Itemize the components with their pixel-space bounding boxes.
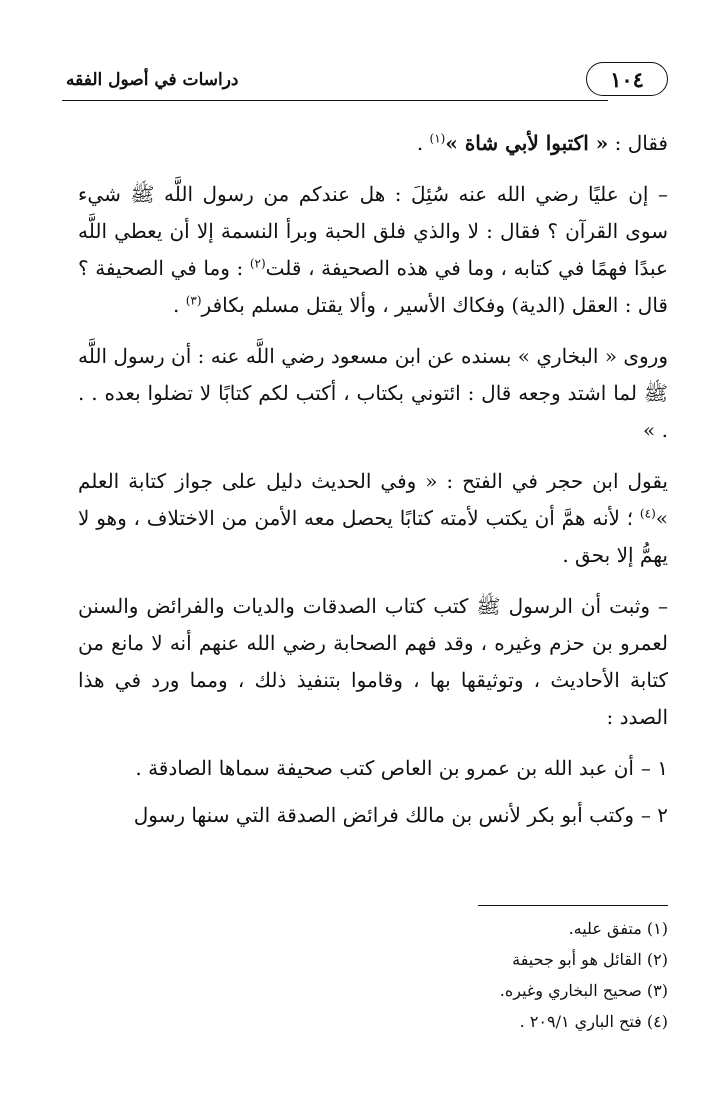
header-rule [62,100,608,101]
p2-text-b: : وما في الصحيفة ؟ قال : العقل (الدية) وفكاك الأسير ، وألا يقتل مسلم بكافر [78,256,668,317]
footnote-ref-3[interactable]: (٣) [185,293,202,308]
footnotes [248,913,668,1037]
footnote-1: (١) متفق عليه. [568,919,668,938]
running-title: دراسات في أصول الفقه [66,70,239,90]
paragraph-3 [78,338,668,449]
footnote-4: (٤) فتح الباري ٢٠٩/١ . [519,1012,668,1031]
footnote-3: (٣) صحيح البخاري وغيره. [499,981,668,1000]
p2-text-a: – إن عليًا رضي الله عنه سُئِلَ : هل عندكم من رسول اللَّه ﷺ شيء سوى القرآن ؟ فقال : لا والذي فلق الحبة وبرأ النسمة إلا أن يعطي اللَّه عبدًا فهمًا في كتابه ، وما في هذه الصحيفة ، قلت [78,182,668,280]
p2-text-c: . [172,293,186,317]
footnote-separator [478,905,668,906]
footnote-ref-1[interactable]: (١) [429,131,446,146]
paragraph-5 [78,588,668,736]
page-number-badge: ١٠٤ [586,62,668,96]
list-number-1: ١ – [640,756,668,780]
hadith-quote: « اكتبوا لأبي شاة » [445,131,609,155]
paragraph-2 [78,176,668,324]
footnote-ref-4[interactable]: (٤) [639,506,656,521]
footnote-ref-2[interactable]: (٢) [249,256,266,271]
footnote-2: (٢) القائل هو أبو جحيفة [512,950,668,969]
list-text-1: أن عبد الله بن عمرو بن العاص كتب صحيفة سماها الصادقة . [135,756,634,780]
list-item-1 [78,750,668,787]
p4-text-b: ؛ لأنه همَّ أن يكتب لأمته كتابًا يحصل معه الأمن من الاختلاف ، وهو لا يهمُّ إلا بحق . [78,506,668,567]
p1-end: . [416,131,430,155]
paragraph-4 [78,463,668,574]
list-number-2: ٢ – [640,803,668,827]
p5-text: – وثبت أن الرسول ﷺ كتب كتاب الصدقات والديات والفرائض والسنن لعمرو بن حزم وغيره ، وقد فهم الصحابة رضي الله عنهم أنه لا مانع من كتابة الأحاديث ، وتوثيقها بها ، وقاموا بتنفيذ ذلك ، ومما ورد في هذا الصدد : [78,594,668,729]
paragraph-1 [78,125,668,162]
p1-intro: فقال : [608,131,668,155]
body-text [78,125,668,844]
list-item-2 [78,797,668,834]
p4-text-a: يقول ابن حجر في الفتح : « وفي الحديث دليل على جواز كتابة العلم » [78,469,668,530]
page-header [62,58,668,102]
list-text-2: وكتب أبو بكر لأنس بن مالك فرائض الصدقة التي سنها رسول [133,803,634,827]
p3-text: وروى « البخاري » بسنده عن ابن مسعود رضي اللَّه عنه : أن رسول اللَّه ﷺ لما اشتد وجعه قال : ائتوني بكتاب ، أكتب لكم كتابًا لا تضلوا بعده . . . » [78,344,668,442]
